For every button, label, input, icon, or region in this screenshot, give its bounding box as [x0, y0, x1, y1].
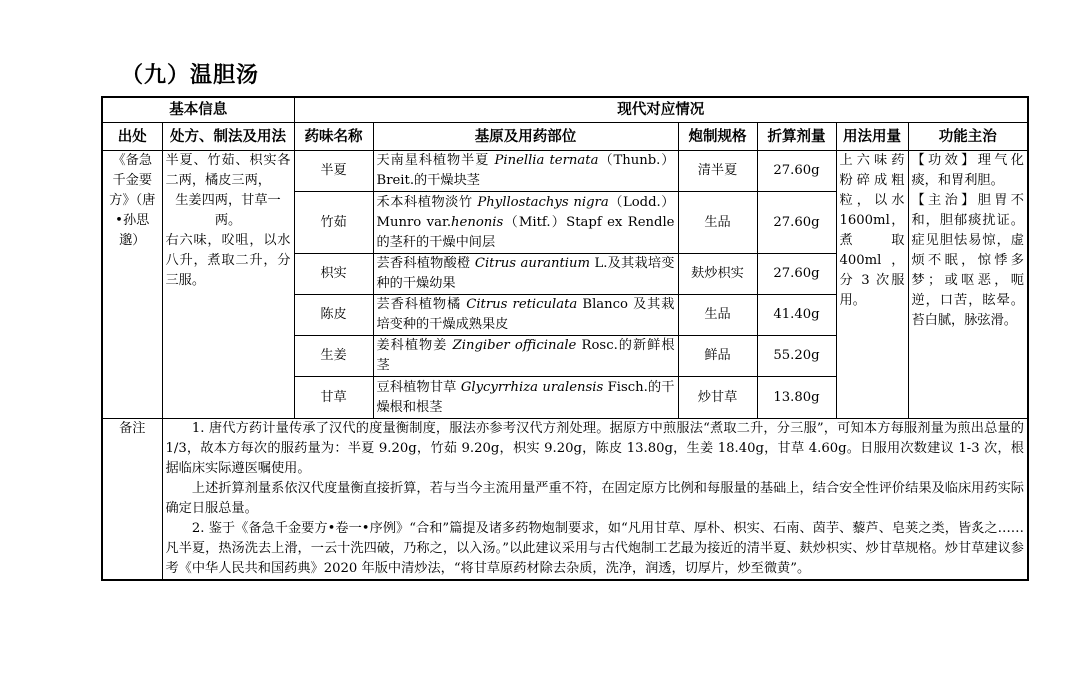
- remark-cell: [162, 419, 1028, 581]
- header-origin: 基原及用药部位: [373, 123, 678, 151]
- function-indication: 【主治】胆胃不和，胆郁痰扰证。症见胆怯易惊，虚烦不眠，惊悸多梦；或呕恶，呃逆，口苦，眩晕。苔白腻，脉弦滑。: [911, 193, 1024, 328]
- herb-processing: 生品: [678, 295, 757, 336]
- herb-dose: 27.60g: [757, 254, 836, 295]
- herb-processing: 生品: [678, 192, 757, 254]
- herb-dose: 55.20g: [757, 336, 836, 377]
- page-title: （九）温胆汤: [121, 63, 260, 88]
- header-processing: 炮制规格: [678, 123, 757, 151]
- remark-paragraph-2: 上述折算剂量系依汉代度量衡直接折算，若与当今主流用量严重不符，在固定原方比例和每服量的基础上，结合安全性评价结果及临床用药实际确定日服总量。: [165, 481, 1024, 516]
- herb-dose: 13.80g: [757, 377, 836, 419]
- remark-paragraph-1: 1. 唐代方药计量传承了汉代的度量衡制度，服法亦参考汉代方剂处理。据原方中煎服法“煮取二升，分三服”，可知本方每服剂量为煎出总量的 1/3，故本方每次的服药量为：半夏 9.20g，竹茹 9.20g，枳实 9.20g，陈皮 13.80g，生姜 18.40g，甘草 4.60g。日服用次数建议 1-3 次，根据临床实际遵医嘱使用。: [165, 421, 1024, 476]
- source-cell: 《备急千金要方》（唐•孙思邈）: [102, 151, 162, 419]
- prescription-table: [101, 96, 1029, 581]
- header-source: 出处: [102, 123, 162, 151]
- header-usage: 用法用量: [836, 123, 908, 151]
- prescription-cell: [162, 151, 294, 419]
- herb-name: 陈皮: [294, 295, 373, 336]
- herb-processing: 炒甘草: [678, 377, 757, 419]
- herb-name: 甘草: [294, 377, 373, 419]
- herb-dose: 27.60g: [757, 192, 836, 254]
- herb-processing: 鲜品: [678, 336, 757, 377]
- herb-origin: 天南星科植物半夏 Pinellia ternata（Thunb.）Breit.的干燥块茎: [373, 151, 678, 192]
- remark-paragraph-3: 2. 鉴于《备急千金要方•卷一•序例》“合和”篇提及诸多药物炮制要求，如“凡用甘草、厚朴、枳实、石南、茵芋、藜芦、皂荚之类，皆炙之……凡半夏，热汤洗去上滑，一云十洗四破，乃称之，以入汤。”以此建议采用与古代炮制工艺最为接近的清半夏、麸炒枳实、炒甘草规格。炒甘草建议参考《中华人民共和国药典》2020 年版中清炒法，“将甘草原药材除去杂质，洗净，润透，切厚片，炒至微黄”。: [165, 521, 1024, 576]
- header-modern: 现代对应情况: [294, 97, 1028, 123]
- herb-name: 枳实: [294, 254, 373, 295]
- remark-label: 备注: [102, 419, 162, 581]
- herb-origin: 姜科植物姜 Zingiber officinale Rosc.的新鲜根茎: [373, 336, 678, 377]
- herb-origin: 芸香科植物橘 Citrus reticulata Blanco 及其栽培变种的干燥成熟果皮: [373, 295, 678, 336]
- usage-cell: 上六味药粉碎成粗粒，以水1600ml，煮取400ml，分 3 次服用。: [836, 151, 908, 419]
- function-cell: [908, 151, 1028, 419]
- function-effect: 【功效】理气化痰，和胃利胆。: [911, 153, 1024, 188]
- herb-name: 半夏: [294, 151, 373, 192]
- herb-processing: 麸炒枳实: [678, 254, 757, 295]
- header-herb-name: 药味名称: [294, 123, 373, 151]
- herb-origin: 芸香科植物酸橙 Citrus aurantium L.及其栽培变种的干燥幼果: [373, 254, 678, 295]
- herb-processing: 清半夏: [678, 151, 757, 192]
- header-dose: 折算剂量: [757, 123, 836, 151]
- prescription-line-1: 半夏、竹茹、枳实各二两，橘皮三两，: [165, 153, 291, 188]
- herb-origin: 豆科植物甘草 Glycyrrhiza uralensis Fisch.的干燥根和根茎: [373, 377, 678, 419]
- herb-name: 竹茹: [294, 192, 373, 254]
- header-function: 功能主治: [908, 123, 1028, 151]
- herb-dose: 27.60g: [757, 151, 836, 192]
- herb-name: 生姜: [294, 336, 373, 377]
- prescription-line-2: 生姜四两，甘草一两。: [175, 193, 281, 228]
- prescription-line-3: 右六味，㕮咀，以水八升，煮取二升，分三服。: [165, 233, 291, 288]
- herb-origin: 禾本科植物淡竹 Phyllostachys nigra（Lodd.）Munro var.henonis（Mitf.）Stapf ex Rendle 的茎秆的干燥中间层: [373, 192, 678, 254]
- header-prescription: 处方、制法及用法: [162, 123, 294, 151]
- header-basic-info: 基本信息: [102, 97, 294, 123]
- herb-dose: 41.40g: [757, 295, 836, 336]
